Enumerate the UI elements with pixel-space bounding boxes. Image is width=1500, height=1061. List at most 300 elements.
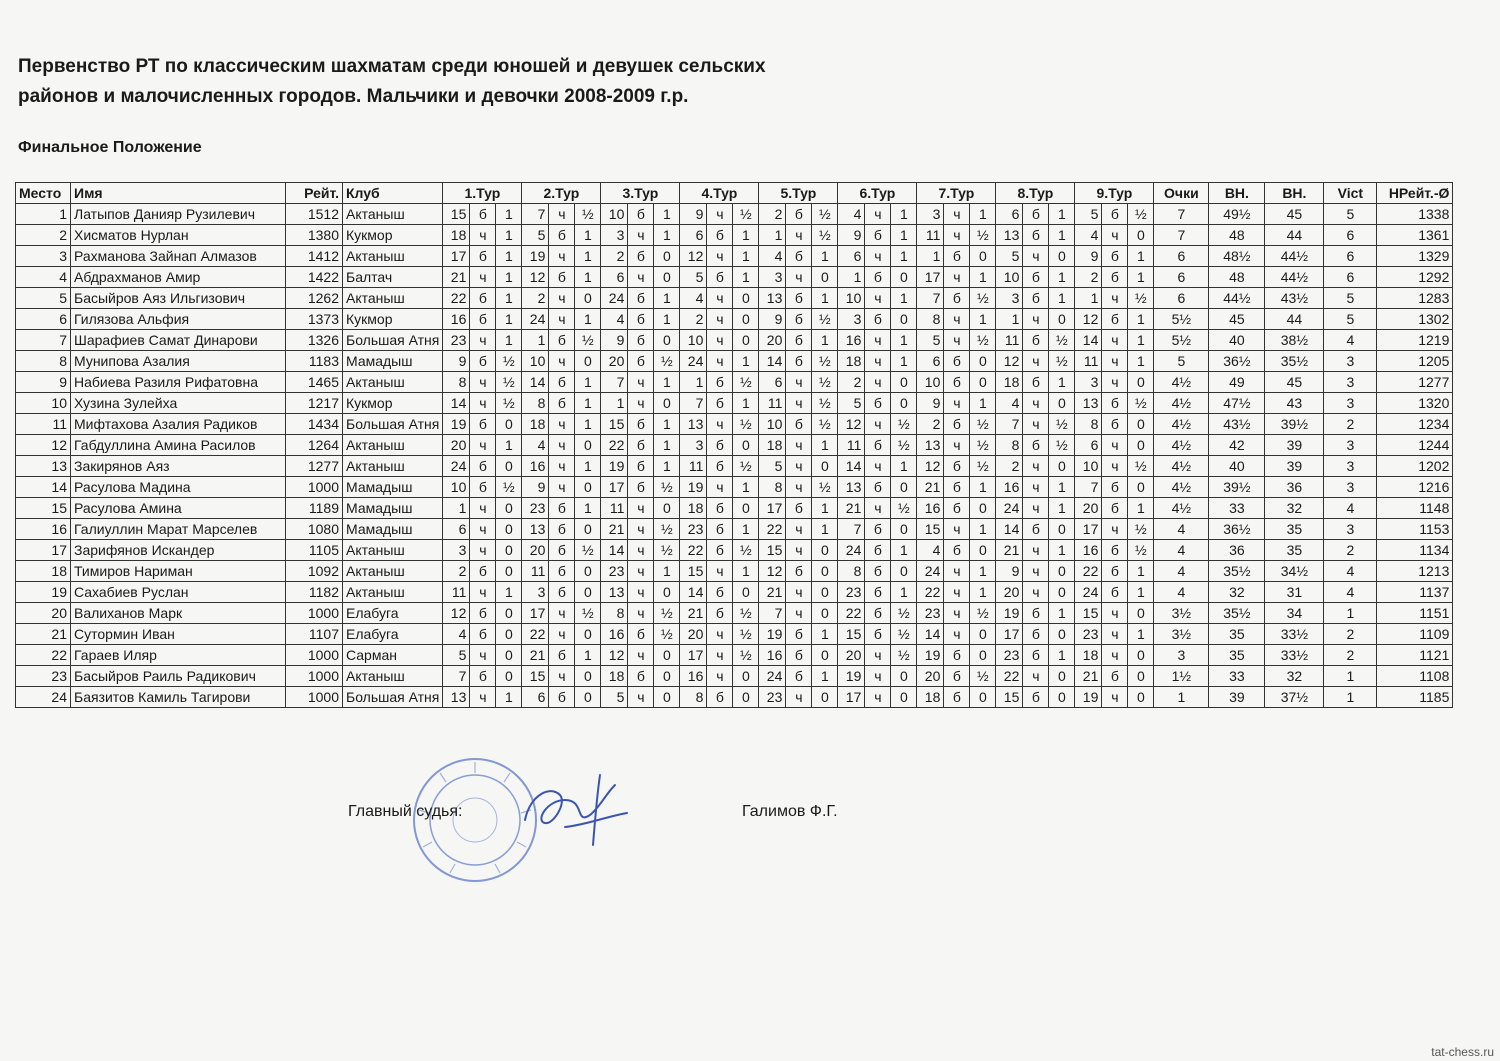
cell-result: ½ [1128,204,1154,225]
cell-result: 1 [1049,267,1075,288]
cell-opponent: 13 [1075,393,1102,414]
cell-color: ч [1023,309,1049,330]
cell-color: б [786,624,812,645]
cell-opponent: 10 [759,414,786,435]
cell-opponent: 2 [1075,267,1102,288]
cell-result: 1 [1049,288,1075,309]
cell-result: 0 [1128,225,1154,246]
cell-opponent: 23 [838,582,865,603]
cell-color: ч [707,624,733,645]
cell-color: ч [786,582,812,603]
cell-result: 0 [970,624,996,645]
cell-opponent: 15 [601,414,628,435]
cell-club: Елабуга [343,603,443,624]
cell-opponent: 4 [838,204,865,225]
cell-place: 3 [16,246,71,267]
cell-victories: 6 [1324,225,1377,246]
cell-new-rating: 1202 [1377,456,1453,477]
cell-color: б [1023,288,1049,309]
cell-result: 1 [575,456,601,477]
cell-opponent: 4 [443,624,470,645]
cell-result: 0 [654,687,680,708]
cell-opponent: 8 [759,477,786,498]
cell-opponent: 6 [522,687,549,708]
cell-opponent: 1 [759,225,786,246]
cell-result: ½ [1049,414,1075,435]
cell-club: Мамадыш [343,498,443,519]
cell-rating: 1080 [286,519,343,540]
cell-result: 1 [733,477,759,498]
cell-result: ½ [970,414,996,435]
table-row [16,225,1453,246]
cell-color: б [786,309,812,330]
cell-color: ч [944,435,970,456]
cell-opponent: 23 [996,645,1023,666]
header-place: Место [16,183,71,204]
header-bh2: ВН. [1265,183,1324,204]
cell-opponent: 9 [759,309,786,330]
cell-color: ч [628,372,654,393]
cell-opponent: 13 [759,288,786,309]
cell-buchholz: 42 [1209,435,1265,456]
cell-result: 1 [496,267,522,288]
cell-opponent: 17 [759,498,786,519]
cell-result: 0 [1128,477,1154,498]
cell-buchholz-cut: 35½ [1265,351,1324,372]
cell-color: ч [865,372,891,393]
cell-opponent: 2 [601,246,628,267]
cell-buchholz: 49½ [1209,204,1265,225]
cell-opponent: 15 [996,687,1023,708]
cell-color: ч [1023,498,1049,519]
cell-points: 4½ [1154,372,1209,393]
cell-color: б [786,246,812,267]
cell-opponent: 22 [838,603,865,624]
cell-result: 0 [654,246,680,267]
cell-opponent: 18 [522,414,549,435]
cell-result: 1 [654,309,680,330]
cell-new-rating: 1185 [1377,687,1453,708]
cell-club: Актаныш [343,540,443,561]
cell-buchholz: 35 [1209,624,1265,645]
cell-opponent: 19 [759,624,786,645]
cell-color: ч [707,204,733,225]
cell-color: б [944,288,970,309]
cell-color: ч [865,204,891,225]
cell-opponent: 17 [1075,519,1102,540]
cell-result: ½ [733,645,759,666]
cell-color: б [549,330,575,351]
cell-opponent: 6 [443,519,470,540]
cell-victories: 3 [1324,456,1377,477]
cell-result: ½ [733,540,759,561]
cell-color: б [1102,414,1128,435]
cell-buchholz: 39½ [1209,477,1265,498]
cell-color: ч [628,498,654,519]
cell-result: 0 [1049,687,1075,708]
cell-opponent: 5 [522,225,549,246]
cell-opponent: 16 [443,309,470,330]
cell-result: 1 [1128,246,1154,267]
cell-result: 0 [733,435,759,456]
cell-opponent: 22 [522,624,549,645]
cell-color: б [549,225,575,246]
cell-result: 1 [733,561,759,582]
cell-color: б [470,624,496,645]
cell-buchholz: 40 [1209,456,1265,477]
cell-name: Галиуллин Марат Марселев [71,519,286,540]
cell-opponent: 13 [522,519,549,540]
cell-opponent: 3 [443,540,470,561]
cell-victories: 2 [1324,624,1377,645]
cell-opponent: 23 [443,330,470,351]
cell-opponent: 15 [443,204,470,225]
judge-signature [505,765,635,860]
cell-color: ч [707,666,733,687]
table-row [16,519,1453,540]
table-row [16,414,1453,435]
cell-club: Актаныш [343,582,443,603]
cell-place: 11 [16,414,71,435]
cell-color: б [865,477,891,498]
cell-result: ½ [1128,393,1154,414]
cell-opponent: 7 [838,519,865,540]
cell-opponent: 19 [680,477,707,498]
cell-rating: 1182 [286,582,343,603]
cell-color: б [707,225,733,246]
cell-result: 1 [654,225,680,246]
cell-color: б [1102,204,1128,225]
cell-points: 4½ [1154,393,1209,414]
cell-opponent: 5 [601,687,628,708]
cell-opponent: 1 [601,393,628,414]
cell-victories: 3 [1324,519,1377,540]
header-club: Клуб [343,183,443,204]
cell-color: ч [707,645,733,666]
cell-club: Елабуга [343,624,443,645]
cell-color: ч [707,414,733,435]
cell-victories: 4 [1324,330,1377,351]
cell-name: Басыйров Раиль Радикович [71,666,286,687]
cell-opponent: 12 [443,603,470,624]
cell-opponent: 7 [443,666,470,687]
cell-result: 0 [575,477,601,498]
cell-result: 1 [575,393,601,414]
cell-result: 1 [1128,582,1154,603]
cell-points: 4½ [1154,477,1209,498]
cell-result: 0 [496,645,522,666]
cell-result: 0 [1049,666,1075,687]
cell-opponent: 4 [917,540,944,561]
cell-name: Басыйров Аяз Ильгизович [71,288,286,309]
cell-opponent: 20 [522,540,549,561]
cell-color: б [707,687,733,708]
cell-result: ½ [812,351,838,372]
cell-buchholz-cut: 36 [1265,477,1324,498]
cell-result: 1 [1049,225,1075,246]
cell-club: Актаныш [343,456,443,477]
cell-victories: 3 [1324,393,1377,414]
cell-color: ч [1102,351,1128,372]
cell-name: Хисматов Нурлан [71,225,286,246]
cell-color: ч [1023,666,1049,687]
cell-color: б [944,477,970,498]
cell-color: б [786,330,812,351]
cell-result: 0 [1049,246,1075,267]
cell-points: 3½ [1154,603,1209,624]
cell-opponent: 2 [443,561,470,582]
cell-points: 1½ [1154,666,1209,687]
cell-result: ½ [812,225,838,246]
cell-color: б [1023,330,1049,351]
cell-new-rating: 1219 [1377,330,1453,351]
cell-result: 0 [496,519,522,540]
cell-new-rating: 1213 [1377,561,1453,582]
cell-result: 1 [812,288,838,309]
table-row [16,477,1453,498]
cell-opponent: 24 [443,456,470,477]
cell-color: ч [707,309,733,330]
cell-result: 0 [654,666,680,687]
cell-color: ч [549,288,575,309]
cell-opponent: 11 [838,435,865,456]
cell-color: ч [549,624,575,645]
cell-opponent: 13 [443,687,470,708]
cell-result: 0 [733,330,759,351]
cell-color: ч [1102,624,1128,645]
cell-color: б [1102,540,1128,561]
cell-color: ч [707,477,733,498]
cell-points: 4 [1154,561,1209,582]
cell-opponent: 20 [680,624,707,645]
cell-name: Расулова Мадина [71,477,286,498]
cell-buchholz-cut: 33½ [1265,645,1324,666]
cell-opponent: 24 [759,666,786,687]
cell-result: 0 [654,393,680,414]
cell-result: 0 [654,498,680,519]
cell-new-rating: 1121 [1377,645,1453,666]
cell-opponent: 22 [680,540,707,561]
cell-new-rating: 1329 [1377,246,1453,267]
cell-color: б [1102,561,1128,582]
cell-result: 0 [970,540,996,561]
chief-judge-label: Главный судья: [348,803,463,820]
cell-color: ч [1023,540,1049,561]
cell-result: ½ [733,414,759,435]
cell-result: ½ [654,519,680,540]
cell-name: Хузина Зулейха [71,393,286,414]
cell-result: ½ [1128,456,1154,477]
cell-color: б [1102,309,1128,330]
cell-color: б [1023,624,1049,645]
cell-result: 0 [1049,309,1075,330]
cell-opponent: 16 [680,666,707,687]
cell-color: ч [1023,414,1049,435]
cell-result: 0 [891,372,917,393]
cell-result: 1 [970,561,996,582]
cell-result: 0 [1049,393,1075,414]
cell-result: 0 [891,477,917,498]
cell-club: Кукмор [343,225,443,246]
cell-opponent: 11 [759,393,786,414]
cell-result: 1 [733,351,759,372]
cell-result: 1 [654,456,680,477]
cell-name: Абдрахманов Амир [71,267,286,288]
cell-result: 0 [1128,645,1154,666]
cell-result: ½ [575,330,601,351]
cell-color: ч [944,393,970,414]
cell-opponent: 10 [443,477,470,498]
cell-result: 1 [891,204,917,225]
cell-result: 1 [1049,603,1075,624]
cell-result: 1 [654,204,680,225]
cell-victories: 3 [1324,351,1377,372]
cell-color: ч [865,687,891,708]
cell-color: б [470,204,496,225]
cell-result: 1 [654,372,680,393]
table-row [16,330,1453,351]
cell-opponent: 3 [601,225,628,246]
cell-opponent: 5 [680,267,707,288]
cell-result: ½ [812,372,838,393]
cell-color: ч [628,603,654,624]
cell-opponent: 9 [917,393,944,414]
cell-opponent: 14 [996,519,1023,540]
cell-result: 0 [891,519,917,540]
cell-result: 1 [970,477,996,498]
cell-result: 0 [1128,414,1154,435]
cell-result: 0 [733,309,759,330]
cell-buchholz: 35½ [1209,561,1265,582]
cell-result: ½ [970,225,996,246]
header-round-3: 3.Тур [601,183,680,204]
cell-place: 8 [16,351,71,372]
cell-color: ч [944,267,970,288]
cell-buchholz: 45 [1209,309,1265,330]
cell-buchholz-cut: 45 [1265,372,1324,393]
cell-buchholz: 44½ [1209,288,1265,309]
cell-opponent: 12 [917,456,944,477]
cell-rating: 1373 [286,309,343,330]
standings-body [16,204,1453,708]
cell-name: Мунипова Азалия [71,351,286,372]
cell-result: ½ [970,456,996,477]
cell-opponent: 8 [838,561,865,582]
cell-opponent: 20 [759,330,786,351]
cell-result: 0 [496,498,522,519]
cell-result: ½ [733,372,759,393]
cell-opponent: 14 [759,351,786,372]
cell-color: б [1102,393,1128,414]
cell-buchholz: 43½ [1209,414,1265,435]
cell-opponent: 21 [996,540,1023,561]
cell-opponent: 18 [996,372,1023,393]
cell-result: 0 [970,372,996,393]
cell-color: ч [865,330,891,351]
cell-color: ч [470,225,496,246]
cell-color: б [944,666,970,687]
cell-buchholz: 48 [1209,267,1265,288]
cell-color: ч [1102,603,1128,624]
cell-rating: 1105 [286,540,343,561]
cell-opponent: 10 [680,330,707,351]
cell-opponent: 5 [996,246,1023,267]
cell-points: 6 [1154,246,1209,267]
cell-color: б [628,666,654,687]
cell-buchholz-cut: 35 [1265,540,1324,561]
cell-points: 4½ [1154,435,1209,456]
cell-victories: 4 [1324,582,1377,603]
cell-color: ч [865,456,891,477]
cell-new-rating: 1302 [1377,309,1453,330]
cell-buchholz: 39 [1209,687,1265,708]
cell-color: б [786,288,812,309]
cell-opponent: 13 [601,582,628,603]
cell-buchholz-cut: 37½ [1265,687,1324,708]
cell-color: ч [1102,225,1128,246]
cell-color: б [1023,687,1049,708]
cell-color: ч [1102,645,1128,666]
cell-color: ч [1102,435,1128,456]
cell-opponent: 6 [601,267,628,288]
cell-opponent: 17 [601,477,628,498]
cell-name: Зарифянов Искандер [71,540,286,561]
cell-color: ч [470,372,496,393]
cell-new-rating: 1153 [1377,519,1453,540]
cell-opponent: 4 [1075,225,1102,246]
cell-name: Рахманова Зайнап Алмазов [71,246,286,267]
cell-color: ч [549,309,575,330]
cell-opponent: 3 [838,309,865,330]
cell-new-rating: 1108 [1377,666,1453,687]
table-row [16,624,1453,645]
cell-color: ч [786,519,812,540]
cell-opponent: 9 [601,330,628,351]
cell-color: б [470,414,496,435]
cell-opponent: 9 [680,204,707,225]
cell-place: 23 [16,666,71,687]
cell-opponent: 4 [601,309,628,330]
cell-result: ½ [812,414,838,435]
cell-rating: 1189 [286,498,343,519]
cell-opponent: 2 [522,288,549,309]
cell-opponent: 21 [917,477,944,498]
cell-opponent: 24 [838,540,865,561]
cell-result: 1 [575,309,601,330]
header-round-2: 2.Тур [522,183,601,204]
header-name: Имя [71,183,286,204]
cell-result: ½ [1128,519,1154,540]
cell-opponent: 1 [522,330,549,351]
cell-name: Закирянов Аяз [71,456,286,477]
cell-result: 1 [812,498,838,519]
cell-color: ч [1023,582,1049,603]
cell-color: ч [1102,372,1128,393]
cell-result: ½ [812,393,838,414]
table-row [16,666,1453,687]
cell-result: 0 [812,645,838,666]
cell-opponent: 2 [917,414,944,435]
cell-color: б [1023,603,1049,624]
cell-new-rating: 1244 [1377,435,1453,456]
cell-result: 1 [812,624,838,645]
cell-rating: 1000 [286,687,343,708]
cell-rating: 1000 [286,477,343,498]
cell-color: б [707,582,733,603]
cell-color: б [944,456,970,477]
cell-rating: 1326 [286,330,343,351]
cell-result: ½ [1128,540,1154,561]
